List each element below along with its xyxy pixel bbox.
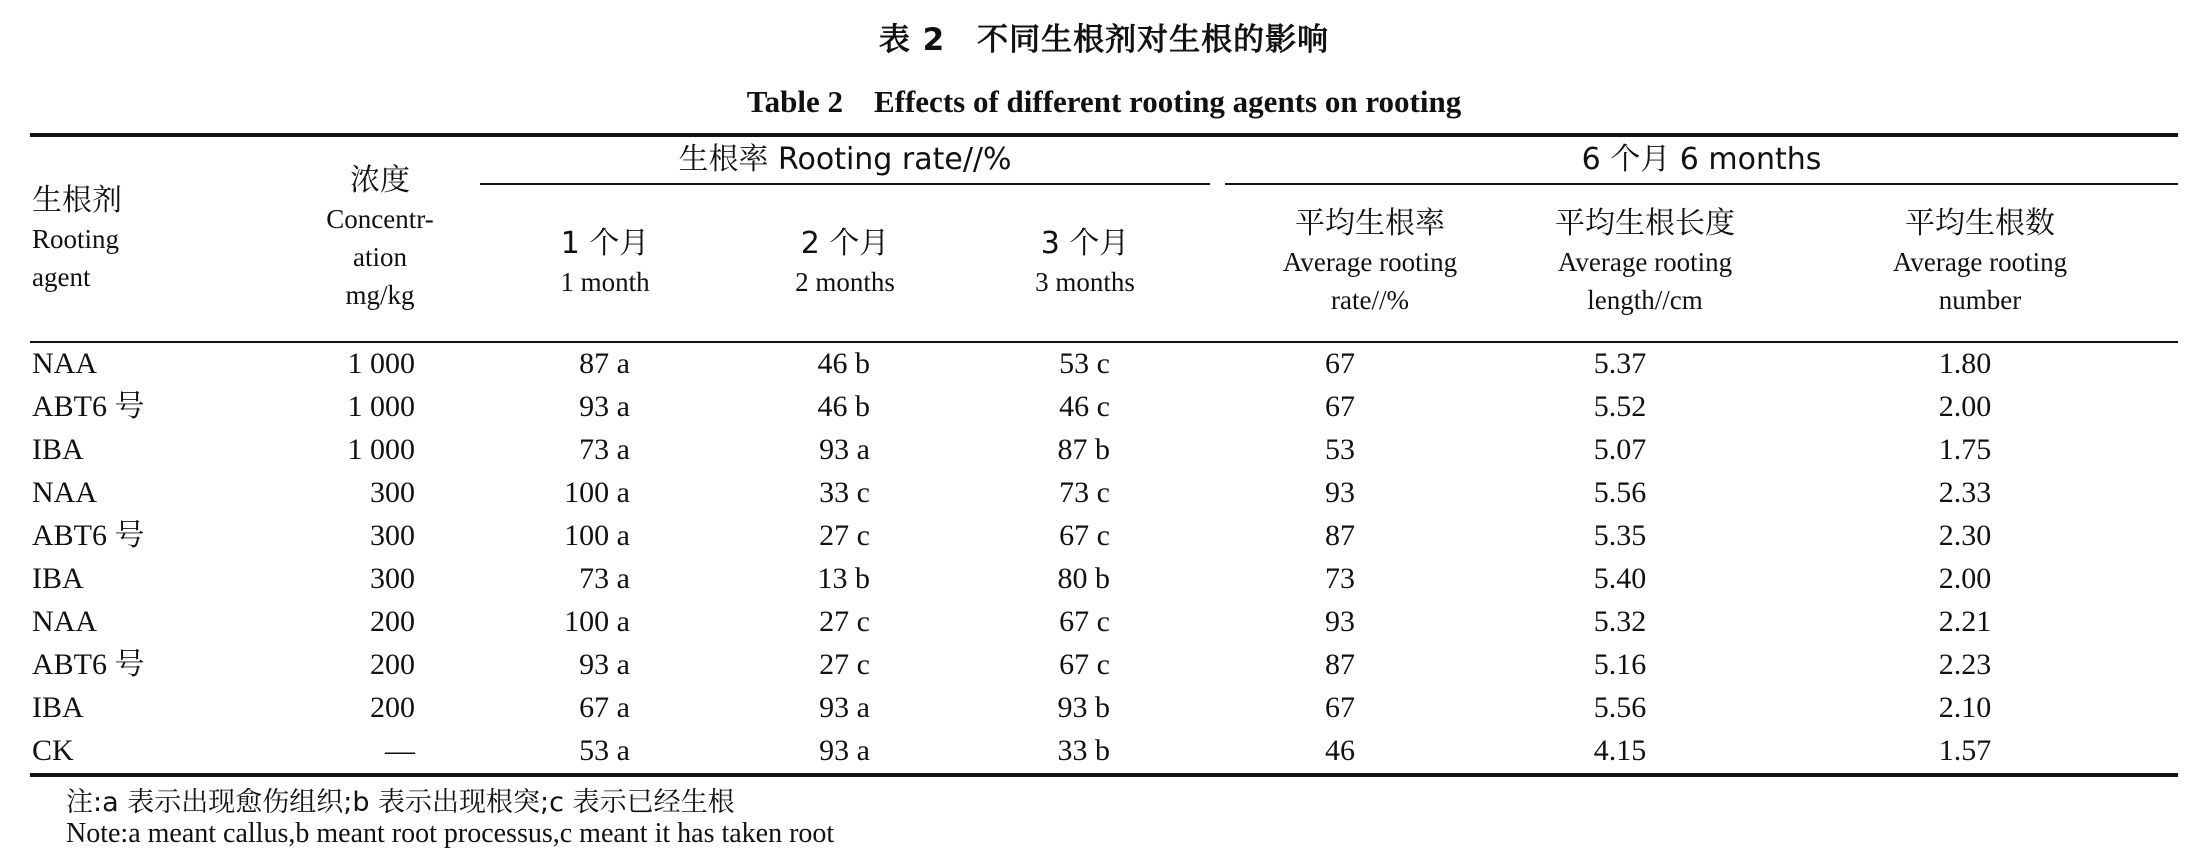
cell-agent: NAA [32, 605, 97, 638]
cell-month-1: 87 a [579, 347, 630, 380]
cell-month-2: 46 b [817, 347, 870, 380]
cell-average-rate: 93 [1325, 476, 1355, 509]
cell-month-1: 73 a [579, 562, 630, 595]
cell-average-length: 5.52 [1593, 390, 1647, 423]
table-title-en: Table 2 Effects of different rooting agents on rooting [746, 84, 1462, 119]
cell-month-2: 33 c [819, 476, 870, 509]
cell-average-number: 2.30 [1938, 519, 1992, 552]
cell-agent: ABT6 号 [32, 519, 145, 552]
cell-average-rate: 67 [1325, 691, 1355, 724]
cell-average-number: 2.00 [1938, 390, 1992, 423]
cell-average-number: 2.00 [1938, 562, 1992, 595]
cell-month-3: 93 b [1057, 691, 1110, 724]
cell-average-number: 2.23 [1938, 648, 1992, 681]
header-conc-unit: mg/kg [345, 280, 415, 310]
cell-month-2: 93 a [819, 691, 870, 724]
cell-average-rate: 87 [1325, 519, 1355, 552]
cell-average-number: 1.75 [1938, 433, 1992, 466]
cell-average-rate: 93 [1325, 605, 1355, 638]
cell-concentration: 300 [370, 519, 415, 552]
header-group-rooting-rate: 生根率 Rooting rate//% [678, 142, 1012, 177]
cell-month-1: 100 a [564, 519, 630, 552]
cell-average-length: 5.07 [1593, 433, 1647, 466]
cell-agent: ABT6 号 [32, 648, 145, 681]
cell-month-1: 93 a [579, 390, 630, 423]
header-agent-en-1: Rooting [32, 224, 120, 254]
cell-concentration: — [385, 734, 415, 767]
header-average-number: 平均生根数 Average rooting number [1892, 206, 2068, 315]
header-rule [30, 341, 2178, 343]
header-concentration [290, 162, 470, 314]
header-month-2: 2 个月 2 months [795, 226, 895, 297]
cell-average-length: 5.16 [1593, 648, 1647, 681]
group-rule-six-months [1225, 183, 2178, 185]
cell-average-number: 2.21 [1938, 605, 1992, 638]
cell-month-2: 13 b [817, 562, 870, 595]
cell-average-number: 2.33 [1938, 476, 1992, 509]
cell-concentration: 1 000 [347, 433, 415, 466]
cell-month-3: 80 b [1057, 562, 1110, 595]
cell-month-1: 93 a [579, 648, 630, 681]
cell-agent: CK [32, 734, 74, 767]
header-conc-en-1: Concentr- [326, 204, 434, 234]
cell-concentration: 200 [370, 648, 415, 681]
cell-agent: NAA [32, 347, 97, 380]
cell-month-3: 67 c [1059, 519, 1110, 552]
cell-average-number: 1.57 [1938, 734, 1992, 767]
cell-month-2: 27 c [819, 519, 870, 552]
cell-month-1: 100 a [564, 476, 630, 509]
cell-agent: IBA [32, 691, 84, 724]
header-month-1: 1 个月 1 month [560, 226, 650, 297]
cell-concentration: 200 [370, 605, 415, 638]
cell-concentration: 300 [370, 476, 415, 509]
cell-month-3: 53 c [1059, 347, 1110, 380]
cell-month-1: 73 a [579, 433, 630, 466]
cell-agent: ABT6 号 [32, 390, 145, 423]
bottom-rule [30, 773, 2178, 777]
top-rule [30, 133, 2178, 137]
header-conc-cn: 浓度 [350, 163, 410, 198]
header-group-six-months: 6 个月 6 months [1581, 142, 1822, 177]
cell-month-2: 46 b [817, 390, 870, 423]
cell-agent: IBA [32, 562, 84, 595]
cell-average-rate: 46 [1325, 734, 1355, 767]
header-conc-en-2: ation [353, 242, 407, 272]
cell-average-rate: 87 [1325, 648, 1355, 681]
cell-month-2: 27 c [819, 648, 870, 681]
cell-average-rate: 73 [1325, 562, 1355, 595]
cell-month-1: 100 a [564, 605, 630, 638]
cell-average-length: 5.35 [1593, 519, 1647, 552]
cell-average-length: 5.37 [1593, 347, 1647, 380]
group-rule-rooting-rate [480, 183, 1210, 185]
header-agent-cn: 生根剂 [32, 183, 122, 218]
cell-average-length: 5.40 [1593, 562, 1647, 595]
cell-average-length: 5.32 [1593, 605, 1647, 638]
cell-month-3: 67 c [1059, 648, 1110, 681]
cell-month-2: 93 a [819, 734, 870, 767]
cell-average-number: 2.10 [1938, 691, 1992, 724]
cell-month-1: 53 a [579, 734, 630, 767]
cell-month-2: 27 c [819, 605, 870, 638]
cell-month-3: 87 b [1057, 433, 1110, 466]
cell-average-rate: 53 [1325, 433, 1355, 466]
cell-agent: NAA [32, 476, 97, 509]
cell-average-number: 1.80 [1938, 347, 1992, 380]
cell-month-3: 46 c [1059, 390, 1110, 423]
table-title-cn: 表 2 不同生根剂对生根的影响 [878, 22, 1330, 58]
header-average-length: 平均生根长度 Average rooting length//cm [1555, 206, 1735, 315]
header-average-rate: 平均生根率 Average rooting rate//% [1282, 206, 1458, 315]
cell-month-1: 67 a [579, 691, 630, 724]
header-month-3: 3 个月 3 months [1035, 226, 1135, 297]
cell-average-length: 4.15 [1593, 734, 1647, 767]
header-agent [32, 182, 122, 296]
cell-concentration: 1 000 [347, 390, 415, 423]
cell-average-length: 5.56 [1593, 691, 1647, 724]
cell-month-3: 73 c [1059, 476, 1110, 509]
cell-average-rate: 67 [1325, 390, 1355, 423]
cell-concentration: 300 [370, 562, 415, 595]
header-agent-en-2: agent [32, 262, 91, 292]
cell-month-3: 67 c [1059, 605, 1110, 638]
table-note-en: Note:a meant callus,b meant root processus,c meant it has taken root [66, 818, 835, 849]
table-note-cn: 注:a 表示出现愈伤组织;b 表示出现根突;c 表示已经生根 [66, 787, 735, 818]
cell-average-rate: 67 [1325, 347, 1355, 380]
cell-month-3: 33 b [1057, 734, 1110, 767]
cell-month-2: 93 a [819, 433, 870, 466]
cell-concentration: 200 [370, 691, 415, 724]
cell-agent: IBA [32, 433, 84, 466]
cell-concentration: 1 000 [347, 347, 415, 380]
cell-average-length: 5.56 [1593, 476, 1647, 509]
